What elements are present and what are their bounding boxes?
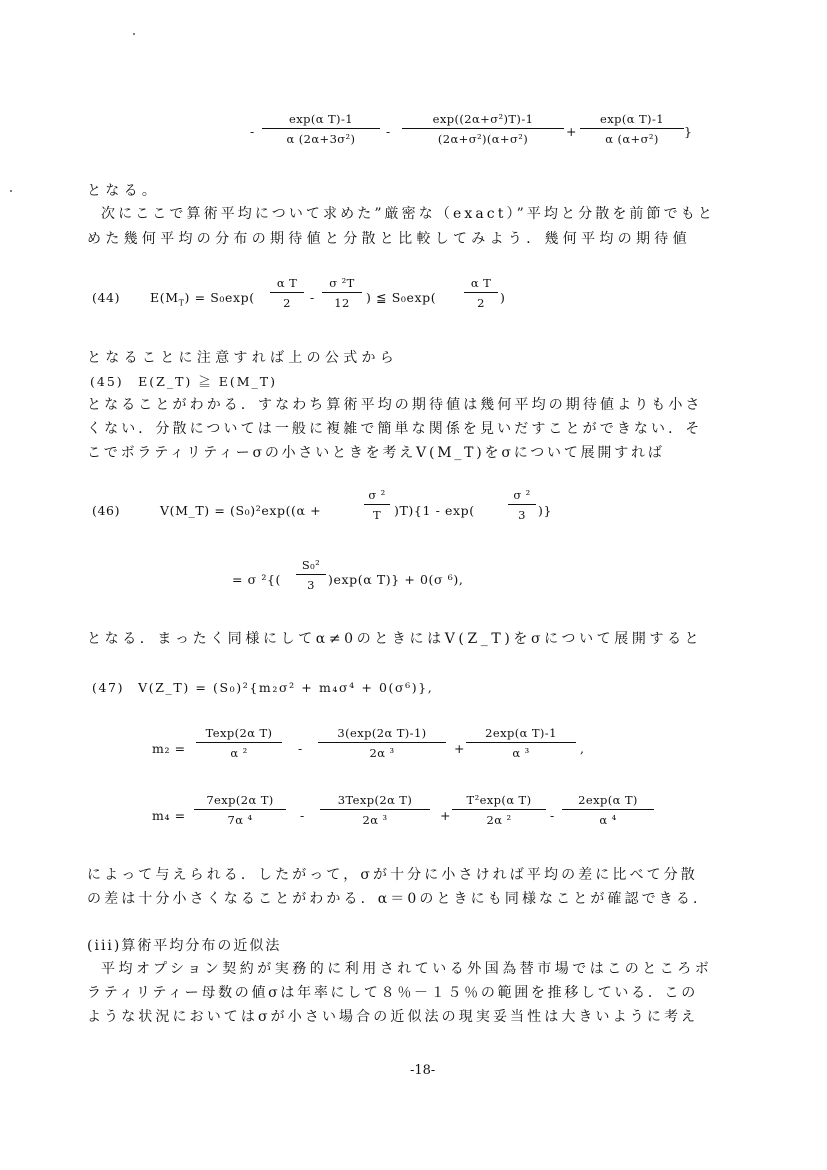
equation-45: (45) E(Z_T) ≧ E(M_T) <box>90 374 278 389</box>
eq-top-fraction-3 <box>580 112 684 146</box>
fraction-denominator: 2α ² <box>452 809 546 827</box>
eq-top-fraction-1 <box>262 112 380 146</box>
fraction-numerator: σ ² <box>368 488 386 502</box>
paragraph-text: となることに注意すれば上の公式から <box>87 350 399 366</box>
eq46-fraction-b <box>508 488 536 522</box>
section-heading: (iii)算術平均分布の近似法 <box>87 938 282 954</box>
equation-operator: + <box>440 808 452 823</box>
fraction-numerator: 3(exp(2α T)-1) <box>337 726 427 740</box>
equation-lhs: m₂ = <box>152 741 186 756</box>
equation-47: (47) V(Z_T) = (S₀)²{m₂σ² + m₄σ⁴ + 0(σ⁶)}, <box>92 680 434 695</box>
fraction-denominator: α (α+σ²) <box>580 128 684 146</box>
m4-fraction-1 <box>194 793 286 827</box>
eq-top-brace: } <box>684 124 693 139</box>
page-number: -18- <box>410 1063 436 1078</box>
fraction-denominator: T <box>364 504 390 522</box>
paragraph-text: くない．分散については一般に複雑で簡単な関係を見いだすことができない．そ <box>87 421 703 437</box>
m2-fraction-1 <box>196 726 282 760</box>
equation-operator: - <box>310 290 315 305</box>
fraction-denominator: α (2α+3σ²) <box>262 128 380 146</box>
eq44-fraction-c <box>464 276 498 310</box>
eq44-fraction-b <box>322 276 362 310</box>
fraction-numerator: exp((2α+σ²)T)-1 <box>432 112 534 126</box>
paragraph-text: ラティリティー母数の値σは年率にして８％－１５％の範囲を推移している．この <box>87 985 698 1001</box>
fraction-numerator: exp(α T)-1 <box>600 112 664 126</box>
fraction-numerator: α T <box>276 276 298 290</box>
fraction-numerator: exp(α T)-1 <box>289 112 353 126</box>
equation-lhs: V(M_T) = (S₀)²exp((α + <box>160 503 322 518</box>
fraction-denominator: 2α ³ <box>320 809 430 827</box>
fraction-denominator: 3 <box>296 574 326 592</box>
fraction-numerator: σ ² <box>513 488 531 502</box>
m2-fraction-2 <box>318 726 446 760</box>
fraction-denominator: 2 <box>270 292 304 310</box>
eq46-fraction-a <box>364 488 390 522</box>
lhs-end: ) = S₀exp( <box>184 290 255 305</box>
fraction-denominator: α ⁴ <box>562 809 654 827</box>
equation-operator: - <box>550 808 555 823</box>
paragraph-text: によって与えられる．したがって，σが十分に小さければ平均の差に比べて分散 <box>87 867 698 883</box>
equation-end: ) <box>500 290 506 305</box>
equation-operator: + <box>454 741 466 756</box>
fraction-numerator: α T <box>470 276 492 290</box>
paragraph-text: ような状況においてはσが小さい場合の近似法の現実妥当性は大きいように考え <box>87 1009 699 1025</box>
fraction-denominator: 2 <box>464 292 498 310</box>
m4-fraction-3 <box>452 793 546 827</box>
equation-end: , <box>580 741 585 756</box>
paragraph-text: こでボラティリティーσの小さいときを考えV(M_T)をσについて展開すれば <box>87 445 665 461</box>
paragraph-text: の差は十分小さくなることがわかる．α＝0のときにも同様なことが確認できる． <box>87 891 711 907</box>
fraction-numerator: T²exp(α T) <box>466 793 532 807</box>
fraction-numerator: 2exp(α T) <box>578 793 638 807</box>
fraction-denominator: 2α ³ <box>318 742 446 760</box>
fraction-numerator: 7exp(2α T) <box>206 793 274 807</box>
m4-fraction-4 <box>562 793 654 827</box>
paragraph-text: 次にここで算術平均について求めた”厳密な（exact）”平均と分散を前節でもと <box>101 206 715 222</box>
eq44-fraction-a <box>270 276 304 310</box>
paragraph-text: となることがわかる．すなわち算術平均の期待値は幾何平均の期待値よりも小さ <box>87 397 703 413</box>
equation-lhs: m₄ = <box>152 808 186 823</box>
fraction-denominator: 7α ⁴ <box>194 809 286 827</box>
fraction-denominator: 3 <box>508 504 536 522</box>
equation-lhs <box>150 290 255 308</box>
fraction-numerator: S₀² <box>301 558 321 572</box>
equation-end: )exp(α T)} + 0(σ ⁶), <box>328 572 464 587</box>
fraction-numerator: 3Texp(2α T) <box>337 793 413 807</box>
eq-top-operator: - <box>386 124 391 139</box>
scan-speck <box>133 33 135 35</box>
fraction-denominator: 12 <box>322 292 362 310</box>
fraction-denominator: (2α+σ²)(α+σ²) <box>402 128 564 146</box>
eq-top-lead: - <box>250 124 255 139</box>
paragraph-text: となる．まったく同様にしてα≠0のときにはV(Z_T)をσについて展開すると <box>87 631 703 647</box>
paragraph-text: めた幾何平均の分布の期待値と分散と比較してみよう．幾何平均の期待値 <box>87 231 691 247</box>
paragraph-text: となる。 <box>87 183 161 199</box>
equation-label: (44) <box>92 290 121 305</box>
equation-operator: - <box>300 808 305 823</box>
paragraph-text: 平均オプション契約が実務的に利用されている外国為替市場ではこのところボ <box>101 961 713 977</box>
equation-label: (46) <box>92 503 121 518</box>
eq46b-fraction <box>296 558 326 592</box>
m4-fraction-2 <box>320 793 430 827</box>
fraction-denominator: α ² <box>196 742 282 760</box>
equation-mid: ) ≦ S₀exp( <box>366 290 437 305</box>
equation-lead: = σ ²{( <box>232 572 281 587</box>
eq-top-fraction-2 <box>402 112 564 146</box>
equation-operator: - <box>298 741 303 756</box>
scan-speck <box>10 190 12 192</box>
m2-fraction-3 <box>466 726 576 760</box>
fraction-numerator: Texp(2α T) <box>205 726 273 740</box>
equation-end: )} <box>538 503 553 518</box>
equation-mid: )T){1 - exp( <box>394 503 475 518</box>
fraction-denominator: α ³ <box>466 742 576 760</box>
eq-top-operator: + <box>566 124 578 139</box>
fraction-numerator: σ ²T <box>329 276 355 290</box>
lhs-text: E(M <box>150 290 179 305</box>
fraction-numerator: 2exp(α T)-1 <box>485 726 557 740</box>
lhs-subscript: T <box>178 298 185 308</box>
